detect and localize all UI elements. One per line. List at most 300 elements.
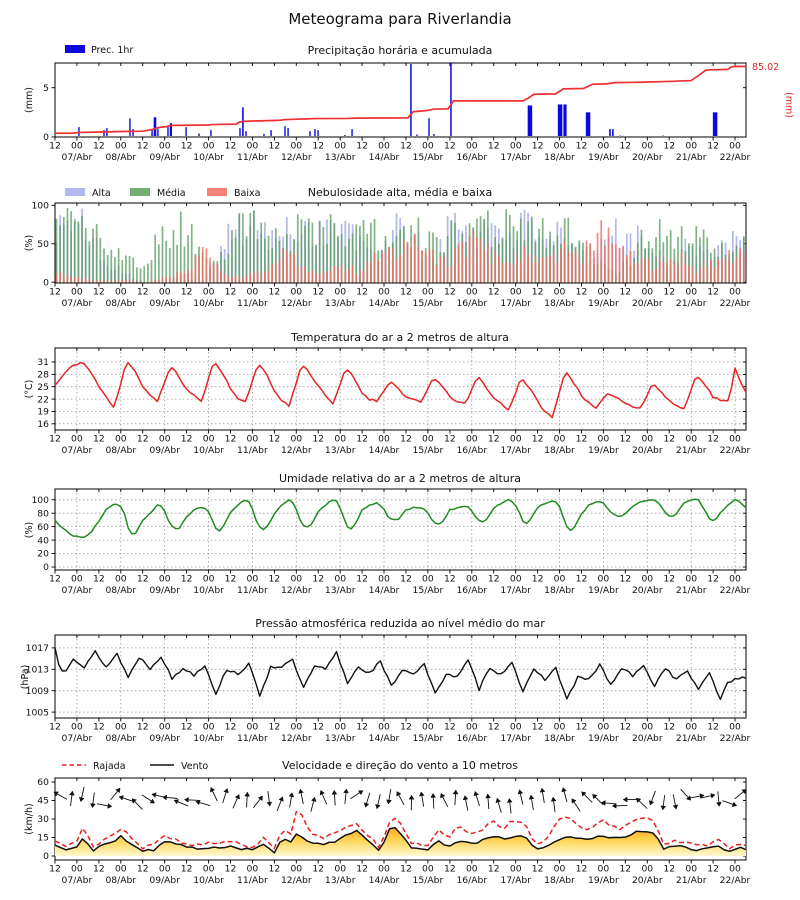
svg-text:12: 12 — [619, 863, 632, 875]
svg-text:19/Abr: 19/Abr — [588, 152, 619, 163]
svg-text:30: 30 — [37, 814, 49, 826]
svg-text:19: 19 — [37, 406, 49, 418]
precip-legend — [65, 45, 133, 56]
wind-title: Velocidade e direção do vento a 10 metros — [282, 759, 518, 772]
svg-text:00: 00 — [685, 721, 698, 733]
svg-text:12: 12 — [619, 140, 632, 152]
svg-text:12: 12 — [707, 286, 719, 298]
svg-text:13/Abr: 13/Abr — [324, 585, 356, 596]
temp-ylabel: (°C) — [24, 379, 35, 399]
svg-text:12: 12 — [312, 286, 325, 298]
clouds-legend — [65, 188, 260, 199]
svg-text:12: 12 — [575, 140, 588, 152]
pressure-ylabel: (hPa) — [20, 664, 31, 690]
precip-right-ylabel: (mm) — [783, 92, 794, 118]
svg-text:07/Abr: 07/Abr — [61, 298, 93, 309]
svg-text:12: 12 — [444, 721, 456, 733]
svg-text:16/Abr: 16/Abr — [456, 875, 488, 886]
svg-text:00: 00 — [465, 721, 478, 733]
wind-plot — [37, 777, 750, 886]
svg-text:80: 80 — [37, 508, 49, 520]
svg-text:12: 12 — [444, 433, 456, 445]
svg-text:00: 00 — [71, 140, 83, 152]
svg-text:12: 12 — [487, 140, 500, 152]
panel-precipitation — [24, 44, 794, 163]
svg-text:100: 100 — [31, 200, 49, 212]
svg-text:00: 00 — [729, 573, 741, 585]
svg-text:21/Abr: 21/Abr — [675, 445, 707, 456]
svg-text:10/Abr: 10/Abr — [193, 585, 224, 596]
svg-text:12: 12 — [619, 286, 632, 298]
svg-text:12: 12 — [93, 573, 105, 585]
svg-text:08/Abr: 08/Abr — [105, 445, 137, 456]
svg-text:21/Abr: 21/Abr — [675, 875, 707, 886]
svg-text:14/Abr: 14/Abr — [368, 445, 400, 456]
svg-text:00: 00 — [114, 863, 127, 875]
pressure-line — [55, 648, 746, 700]
svg-text:10/Abr: 10/Abr — [193, 445, 224, 456]
svg-text:14/Abr: 14/Abr — [368, 298, 400, 309]
svg-text:14/Abr: 14/Abr — [368, 152, 400, 163]
svg-text:12: 12 — [49, 140, 61, 152]
svg-text:00: 00 — [729, 863, 741, 875]
svg-text:15/Abr: 15/Abr — [412, 733, 444, 744]
svg-text:14/Abr: 14/Abr — [368, 585, 400, 596]
svg-text:20/Abr: 20/Abr — [631, 875, 663, 886]
svg-text:00: 00 — [422, 433, 434, 445]
svg-text:12/Abr: 12/Abr — [280, 585, 312, 596]
svg-text:00: 00 — [334, 721, 347, 733]
svg-text:09/Abr: 09/Abr — [149, 445, 181, 456]
svg-text:12: 12 — [356, 863, 368, 875]
svg-text:00: 00 — [334, 140, 347, 152]
svg-text:00: 00 — [641, 140, 654, 152]
wind-direction-arrows — [54, 787, 747, 814]
svg-text:17/Abr: 17/Abr — [500, 733, 532, 744]
svg-text:12/Abr: 12/Abr — [280, 152, 312, 163]
baixa-legend-label: Baixa — [234, 188, 261, 199]
svg-text:100: 100 — [31, 495, 49, 506]
svg-text:18/Abr: 18/Abr — [544, 733, 575, 744]
svg-text:12: 12 — [180, 721, 193, 733]
svg-text:00: 00 — [597, 721, 610, 733]
svg-text:12: 12 — [707, 863, 719, 875]
temperature-line — [55, 363, 746, 418]
svg-text:08/Abr: 08/Abr — [105, 585, 137, 596]
svg-text:00: 00 — [641, 433, 654, 445]
svg-text:00: 00 — [553, 286, 566, 298]
clouds-plot — [31, 201, 750, 310]
svg-text:00: 00 — [158, 573, 171, 585]
svg-text:18/Abr: 18/Abr — [544, 152, 575, 163]
alta-legend-label: Alta — [92, 188, 111, 199]
svg-text:1013: 1013 — [25, 664, 49, 676]
precip-ylabel: (mm) — [24, 87, 35, 113]
svg-text:20/Abr: 20/Abr — [631, 298, 663, 309]
svg-text:21/Abr: 21/Abr — [675, 298, 707, 309]
svg-text:12: 12 — [531, 433, 544, 445]
svg-text:60: 60 — [37, 521, 49, 533]
svg-text:12: 12 — [224, 433, 237, 445]
svg-text:1009: 1009 — [25, 685, 49, 697]
svg-text:17/Abr: 17/Abr — [500, 298, 532, 309]
svg-text:12: 12 — [707, 140, 719, 152]
svg-text:00: 00 — [597, 573, 610, 585]
svg-text:00: 00 — [553, 863, 566, 875]
svg-text:00: 00 — [422, 721, 434, 733]
svg-text:12: 12 — [224, 140, 237, 152]
svg-text:12: 12 — [49, 863, 61, 875]
svg-text:07/Abr: 07/Abr — [61, 733, 93, 744]
svg-text:12: 12 — [707, 721, 719, 733]
svg-text:08/Abr: 08/Abr — [105, 733, 137, 744]
svg-text:00: 00 — [158, 433, 171, 445]
svg-text:00: 00 — [509, 286, 522, 298]
precip-plot — [43, 63, 750, 163]
svg-text:17/Abr: 17/Abr — [500, 152, 532, 163]
svg-text:0: 0 — [43, 562, 49, 574]
svg-text:11/Abr: 11/Abr — [237, 445, 268, 456]
svg-text:11/Abr: 11/Abr — [237, 585, 268, 596]
svg-text:12: 12 — [575, 286, 588, 298]
svg-text:12: 12 — [136, 721, 149, 733]
svg-text:12: 12 — [531, 286, 544, 298]
svg-text:00: 00 — [685, 573, 698, 585]
svg-text:14/Abr: 14/Abr — [368, 875, 400, 886]
svg-text:00: 00 — [246, 286, 259, 298]
svg-text:12: 12 — [268, 573, 281, 585]
svg-text:15/Abr: 15/Abr — [412, 298, 444, 309]
svg-text:12: 12 — [93, 433, 105, 445]
svg-text:0: 0 — [43, 132, 49, 144]
svg-text:12: 12 — [49, 573, 61, 585]
svg-text:07/Abr: 07/Abr — [61, 152, 93, 163]
rajada-legend-label: Rajada — [93, 761, 126, 772]
svg-text:20/Abr: 20/Abr — [631, 585, 663, 596]
svg-text:12/Abr: 12/Abr — [280, 875, 312, 886]
wind-legend — [62, 761, 208, 772]
svg-text:00: 00 — [202, 286, 215, 298]
svg-text:12: 12 — [531, 573, 544, 585]
svg-text:31: 31 — [37, 357, 49, 369]
svg-text:22/Abr: 22/Abr — [719, 733, 751, 744]
svg-text:07/Abr: 07/Abr — [61, 875, 93, 886]
svg-text:19/Abr: 19/Abr — [588, 445, 619, 456]
svg-text:12: 12 — [356, 286, 368, 298]
svg-text:09/Abr: 09/Abr — [149, 152, 181, 163]
svg-text:00: 00 — [509, 573, 522, 585]
svg-text:10/Abr: 10/Abr — [193, 298, 224, 309]
page-title: Meteograma para Riverlandia — [288, 10, 512, 28]
svg-text:12: 12 — [444, 573, 456, 585]
svg-text:12: 12 — [136, 140, 149, 152]
svg-text:00: 00 — [334, 863, 347, 875]
svg-text:00: 00 — [465, 286, 478, 298]
svg-text:00: 00 — [641, 721, 654, 733]
svg-text:28: 28 — [37, 369, 49, 381]
svg-text:00: 00 — [202, 863, 215, 875]
svg-text:00: 00 — [729, 433, 741, 445]
svg-text:22: 22 — [37, 394, 49, 406]
svg-text:00: 00 — [422, 573, 434, 585]
svg-text:00: 00 — [246, 140, 259, 152]
svg-text:00: 00 — [290, 863, 303, 875]
svg-text:16/Abr: 16/Abr — [456, 733, 488, 744]
svg-text:17/Abr: 17/Abr — [500, 875, 532, 886]
svg-text:15/Abr: 15/Abr — [412, 152, 444, 163]
svg-text:00: 00 — [597, 140, 610, 152]
svg-text:12: 12 — [268, 433, 281, 445]
humidity-line — [55, 499, 746, 537]
svg-text:12: 12 — [444, 286, 456, 298]
svg-text:00: 00 — [597, 286, 610, 298]
svg-text:10/Abr: 10/Abr — [193, 152, 224, 163]
svg-text:00: 00 — [158, 286, 171, 298]
pressure-title: Pressão atmosférica reduzida ao nível médio do mar — [255, 617, 545, 630]
svg-text:0: 0 — [43, 851, 49, 863]
svg-text:12: 12 — [49, 286, 61, 298]
svg-text:12: 12 — [356, 721, 368, 733]
svg-text:00: 00 — [641, 286, 654, 298]
svg-text:12/Abr: 12/Abr — [280, 445, 312, 456]
svg-text:00: 00 — [685, 286, 698, 298]
svg-text:10/Abr: 10/Abr — [193, 733, 224, 744]
svg-text:00: 00 — [290, 286, 303, 298]
svg-text:09/Abr: 09/Abr — [149, 875, 181, 886]
svg-text:00: 00 — [290, 433, 303, 445]
svg-text:00: 00 — [71, 286, 83, 298]
svg-text:00: 00 — [246, 721, 259, 733]
svg-text:12: 12 — [93, 286, 105, 298]
svg-text:12: 12 — [619, 573, 632, 585]
svg-text:00: 00 — [553, 140, 566, 152]
svg-text:00: 00 — [641, 573, 654, 585]
svg-text:12: 12 — [487, 433, 500, 445]
svg-text:08/Abr: 08/Abr — [105, 298, 137, 309]
svg-text:12: 12 — [49, 721, 61, 733]
svg-text:00: 00 — [641, 863, 654, 875]
svg-text:00: 00 — [378, 433, 390, 445]
svg-text:00: 00 — [465, 573, 478, 585]
panel-pressure — [20, 617, 751, 744]
svg-text:15/Abr: 15/Abr — [412, 875, 444, 886]
svg-text:09/Abr: 09/Abr — [149, 298, 181, 309]
svg-text:22/Abr: 22/Abr — [719, 585, 751, 596]
svg-text:00: 00 — [378, 286, 390, 298]
svg-text:25: 25 — [37, 381, 49, 393]
svg-text:12: 12 — [575, 573, 588, 585]
svg-text:00: 00 — [422, 863, 434, 875]
svg-text:12: 12 — [93, 721, 105, 733]
svg-text:12: 12 — [400, 140, 412, 152]
svg-text:00: 00 — [729, 721, 741, 733]
svg-text:00: 00 — [158, 863, 171, 875]
svg-text:22/Abr: 22/Abr — [719, 298, 751, 309]
humidity-ylabel: (%) — [24, 521, 35, 539]
svg-text:12: 12 — [663, 573, 676, 585]
svg-text:00: 00 — [465, 433, 478, 445]
svg-text:16/Abr: 16/Abr — [456, 585, 488, 596]
svg-text:12: 12 — [707, 573, 719, 585]
svg-text:00: 00 — [158, 140, 171, 152]
svg-text:00: 00 — [71, 863, 83, 875]
svg-text:11/Abr: 11/Abr — [237, 875, 268, 886]
svg-text:12: 12 — [575, 721, 588, 733]
accum-total-label: 85.02 — [752, 62, 780, 73]
svg-text:45: 45 — [37, 795, 49, 807]
svg-text:12: 12 — [180, 433, 193, 445]
svg-text:12: 12 — [93, 140, 105, 152]
svg-text:00: 00 — [114, 286, 127, 298]
svg-text:19/Abr: 19/Abr — [588, 298, 619, 309]
svg-text:22/Abr: 22/Abr — [719, 875, 751, 886]
temp-plot — [37, 348, 750, 456]
svg-text:19/Abr: 19/Abr — [588, 585, 619, 596]
svg-text:12: 12 — [575, 433, 588, 445]
svg-text:12: 12 — [224, 721, 237, 733]
svg-text:00: 00 — [729, 286, 741, 298]
svg-text:17/Abr: 17/Abr — [500, 585, 532, 596]
svg-text:00: 00 — [334, 433, 347, 445]
svg-text:12: 12 — [444, 863, 456, 875]
svg-text:00: 00 — [597, 433, 610, 445]
svg-text:00: 00 — [553, 433, 566, 445]
svg-text:15/Abr: 15/Abr — [412, 585, 444, 596]
svg-text:00: 00 — [465, 863, 478, 875]
svg-text:00: 00 — [378, 573, 390, 585]
svg-text:1017: 1017 — [25, 643, 49, 655]
svg-text:12: 12 — [136, 286, 149, 298]
svg-text:20/Abr: 20/Abr — [631, 445, 663, 456]
svg-text:12: 12 — [531, 140, 544, 152]
svg-text:12: 12 — [663, 286, 676, 298]
svg-text:11/Abr: 11/Abr — [237, 733, 268, 744]
svg-text:00: 00 — [290, 721, 303, 733]
svg-text:12: 12 — [224, 286, 237, 298]
baixa-legend-swatch — [207, 188, 227, 196]
svg-text:00: 00 — [71, 721, 83, 733]
svg-text:15: 15 — [37, 832, 49, 844]
svg-text:12: 12 — [487, 721, 500, 733]
svg-text:12: 12 — [312, 721, 325, 733]
svg-text:12: 12 — [268, 140, 281, 152]
svg-text:12: 12 — [180, 286, 193, 298]
svg-text:12: 12 — [356, 433, 368, 445]
svg-text:19/Abr: 19/Abr — [588, 733, 619, 744]
accumulated-precip-line — [55, 66, 746, 133]
svg-text:12: 12 — [180, 863, 193, 875]
alta-legend-swatch — [65, 188, 85, 196]
svg-text:12: 12 — [400, 433, 412, 445]
svg-text:16: 16 — [37, 419, 49, 430]
svg-text:00: 00 — [553, 573, 566, 585]
panel-wind — [24, 759, 751, 886]
svg-text:00: 00 — [509, 140, 522, 152]
svg-text:12: 12 — [136, 433, 149, 445]
svg-text:00: 00 — [334, 573, 347, 585]
svg-text:18/Abr: 18/Abr — [544, 298, 575, 309]
svg-text:13/Abr: 13/Abr — [324, 875, 356, 886]
svg-text:00: 00 — [597, 863, 610, 875]
svg-text:12: 12 — [400, 286, 412, 298]
svg-text:10/Abr: 10/Abr — [193, 875, 224, 886]
svg-text:12: 12 — [268, 721, 281, 733]
svg-text:12: 12 — [268, 863, 281, 875]
svg-text:18/Abr: 18/Abr — [544, 875, 575, 886]
svg-text:00: 00 — [114, 433, 127, 445]
svg-text:00: 00 — [202, 573, 215, 585]
svg-text:11/Abr: 11/Abr — [237, 152, 268, 163]
humidity-plot — [31, 489, 750, 596]
svg-text:00: 00 — [114, 721, 127, 733]
svg-text:12/Abr: 12/Abr — [280, 298, 312, 309]
wind-ylabel: (km/h) — [24, 803, 35, 835]
svg-text:12: 12 — [487, 863, 500, 875]
svg-text:12: 12 — [312, 140, 325, 152]
svg-text:12: 12 — [400, 721, 412, 733]
panel-humidity — [24, 472, 751, 596]
svg-text:08/Abr: 08/Abr — [105, 152, 137, 163]
svg-text:00: 00 — [509, 433, 522, 445]
svg-text:14/Abr: 14/Abr — [368, 733, 400, 744]
svg-text:16/Abr: 16/Abr — [456, 445, 488, 456]
svg-text:15/Abr: 15/Abr — [412, 445, 444, 456]
svg-text:00: 00 — [378, 721, 390, 733]
svg-text:00: 00 — [246, 863, 259, 875]
svg-text:12: 12 — [663, 433, 676, 445]
svg-text:12: 12 — [487, 573, 500, 585]
svg-text:12: 12 — [663, 140, 676, 152]
svg-text:22/Abr: 22/Abr — [719, 445, 751, 456]
svg-text:12: 12 — [531, 721, 544, 733]
panel-clouds — [24, 186, 751, 309]
svg-text:12: 12 — [93, 863, 105, 875]
svg-text:17/Abr: 17/Abr — [500, 445, 532, 456]
temp-title: Temperatura do ar a 2 metros de altura — [291, 331, 509, 344]
svg-text:00: 00 — [422, 140, 434, 152]
svg-text:18/Abr: 18/Abr — [544, 585, 575, 596]
svg-text:12: 12 — [663, 721, 676, 733]
svg-text:20/Abr: 20/Abr — [631, 733, 663, 744]
svg-text:00: 00 — [334, 286, 347, 298]
svg-text:50: 50 — [37, 239, 49, 250]
svg-text:12: 12 — [312, 573, 325, 585]
svg-text:21/Abr: 21/Abr — [675, 152, 707, 163]
svg-text:00: 00 — [71, 433, 83, 445]
panel-temperature — [24, 331, 751, 456]
svg-text:00: 00 — [685, 140, 698, 152]
svg-text:1005: 1005 — [25, 707, 49, 719]
svg-text:00: 00 — [685, 433, 698, 445]
svg-text:12/Abr: 12/Abr — [280, 733, 312, 744]
pressure-plot — [26, 635, 751, 744]
svg-text:12: 12 — [180, 140, 193, 152]
svg-text:00: 00 — [114, 573, 127, 585]
svg-text:00: 00 — [202, 140, 215, 152]
svg-text:13/Abr: 13/Abr — [324, 445, 356, 456]
media-legend-label: Média — [157, 188, 186, 199]
svg-text:07/Abr: 07/Abr — [61, 585, 93, 596]
svg-text:12: 12 — [268, 286, 281, 298]
svg-text:12: 12 — [663, 863, 676, 875]
precip-legend-label: Prec. 1hr — [91, 45, 134, 56]
svg-text:12: 12 — [400, 573, 412, 585]
clouds-title: Nebulosidade alta, média e baixa — [307, 186, 493, 199]
svg-text:21/Abr: 21/Abr — [675, 733, 707, 744]
svg-text:00: 00 — [114, 140, 127, 152]
svg-text:20/Abr: 20/Abr — [631, 152, 663, 163]
svg-text:0: 0 — [43, 277, 49, 289]
